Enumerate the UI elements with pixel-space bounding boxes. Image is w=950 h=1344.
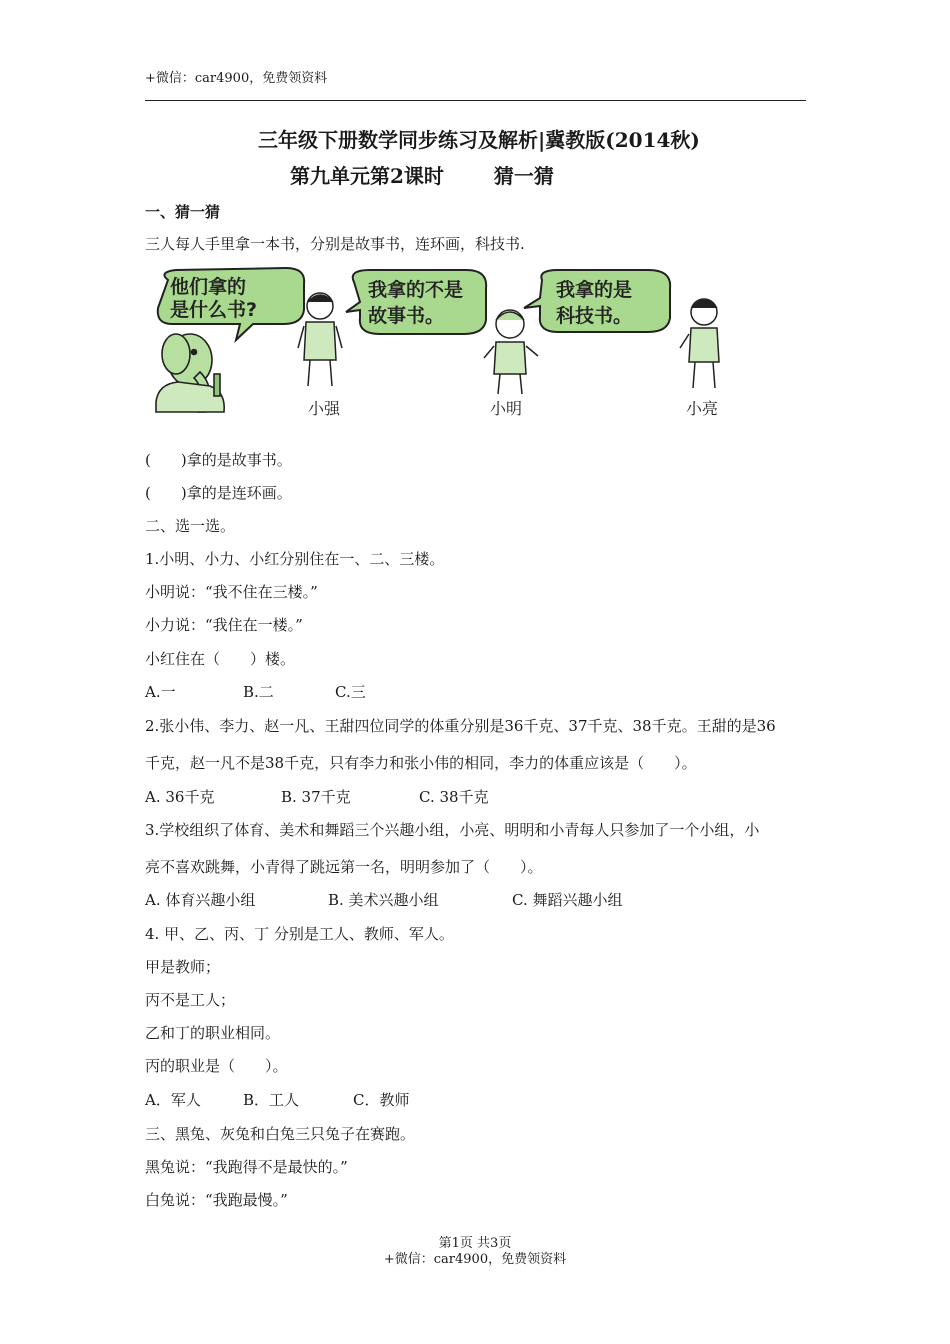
name-xiaoliang: 小亮 — [686, 399, 719, 418]
header-rule — [145, 100, 806, 101]
problem-1-question: 小红住在（ ）楼。 — [145, 650, 296, 668]
page-number: 第1页 共3页 — [438, 1236, 512, 1251]
unit-label: 第九单元第2课时 — [290, 164, 444, 188]
option-b: B．工人 — [243, 1091, 300, 1109]
speech-bubble-science — [524, 270, 670, 332]
section-2-heading: 二、选一选。 — [145, 517, 236, 535]
section-1-intro: 三人每人手里拿一本书，分别是故事书，连环画，科技书. — [145, 235, 525, 253]
footer-wechat: +微信：car4900，免费领资料 — [383, 1252, 567, 1267]
option-a: A.一 — [145, 683, 176, 701]
boy-xiaoming-icon — [484, 310, 538, 394]
header-wechat: +微信：car4900，免费领资料 — [145, 71, 328, 86]
question-story-book: ( )拿的是故事书。 — [145, 451, 292, 469]
option-c: C. 舞蹈兴趣小组 — [512, 891, 623, 909]
problem-3-line1: 3.学校组织了体育、美术和舞蹈三个兴趣小组，小亮、明明和小青每人只参加了一个小组，小 — [145, 821, 760, 839]
problem-4-question: 丙的职业是（ ）。 — [145, 1057, 288, 1075]
bubble-2-line2: 科技书。 — [556, 305, 633, 327]
section-3-heading: 三、黑兔、灰兔和白兔三只兔子在赛跑。 — [145, 1125, 416, 1143]
name-xiaoqiang: 小强 — [308, 399, 341, 418]
bubble-question-line2: 是什么书? — [170, 299, 258, 321]
option-c: C. 38千克 — [419, 788, 489, 806]
problem-1-statement-a: 小明说：“我不住在三楼。” — [145, 583, 318, 601]
problem-1-stem: 1.小明、小力、小红分别住在一、二、三楼。 — [145, 550, 445, 568]
problem-2-line1: 2.张小伟、李力、赵一凡、王甜四位同学的体重分别是36千克、37千克、38千克。王甜的是36 — [145, 717, 776, 735]
illustration-guess-books — [148, 262, 728, 424]
bubble-2-line1: 我拿的是 — [556, 279, 633, 301]
option-b: B. 37千克 — [281, 788, 351, 806]
problem-3-line2: 亮不喜欢跳舞，小青得了跳远第一名，明明参加了（ ）。 — [145, 858, 543, 876]
bubble-1-line1: 我拿的不是 — [368, 279, 464, 301]
problem-4-stem: 4. 甲、乙、丙、丁 分别是工人、教师、军人。 — [145, 925, 454, 943]
name-xiaoming: 小明 — [490, 399, 523, 418]
option-a: A. 体育兴趣小组 — [145, 891, 256, 909]
problem-2-line2: 千克，赵一凡不是38千克，只有李力和张小伟的相同，李力的体重应该是（ ）。 — [145, 754, 697, 772]
question-comic-book: ( )拿的是连环画。 — [145, 484, 292, 502]
option-c: C．教师 — [353, 1091, 410, 1109]
section-3-statement-a: 黑兔说：“我跑得不是最快的。” — [145, 1158, 348, 1176]
document-title: 三年级下册数学同步练习及解析|冀教版(2014秋) — [258, 128, 700, 152]
problem-4-clue-a: 甲是教师； — [145, 958, 221, 976]
problem-1-statement-b: 小力说：“我住在一楼。” — [145, 616, 303, 634]
problem-4-clue-b: 丙不是工人； — [145, 991, 236, 1009]
elephant-teacher-icon — [156, 334, 224, 412]
boy-xiaoliang-icon — [680, 299, 719, 388]
option-b: B. 美术兴趣小组 — [328, 891, 439, 909]
option-c: C.三 — [335, 683, 366, 701]
lesson-name: 猜一猜 — [493, 164, 554, 188]
problem-4-clue-c: 乙和丁的职业相同。 — [145, 1024, 281, 1042]
option-b: B.二 — [243, 683, 274, 701]
speech-bubble-question — [158, 268, 304, 340]
option-a: A．军人 — [145, 1091, 201, 1109]
option-a: A. 36千克 — [145, 788, 215, 806]
lesson-title — [290, 160, 554, 189]
section-1-heading: 一、猜一猜 — [145, 203, 221, 221]
bubble-1-line2: 故事书。 — [368, 305, 445, 327]
section-3-statement-b: 白兔说：“我跑最慢。” — [145, 1191, 288, 1209]
speech-bubble-not-story — [346, 270, 486, 334]
bubble-question-line1: 他们拿的 — [170, 276, 247, 298]
